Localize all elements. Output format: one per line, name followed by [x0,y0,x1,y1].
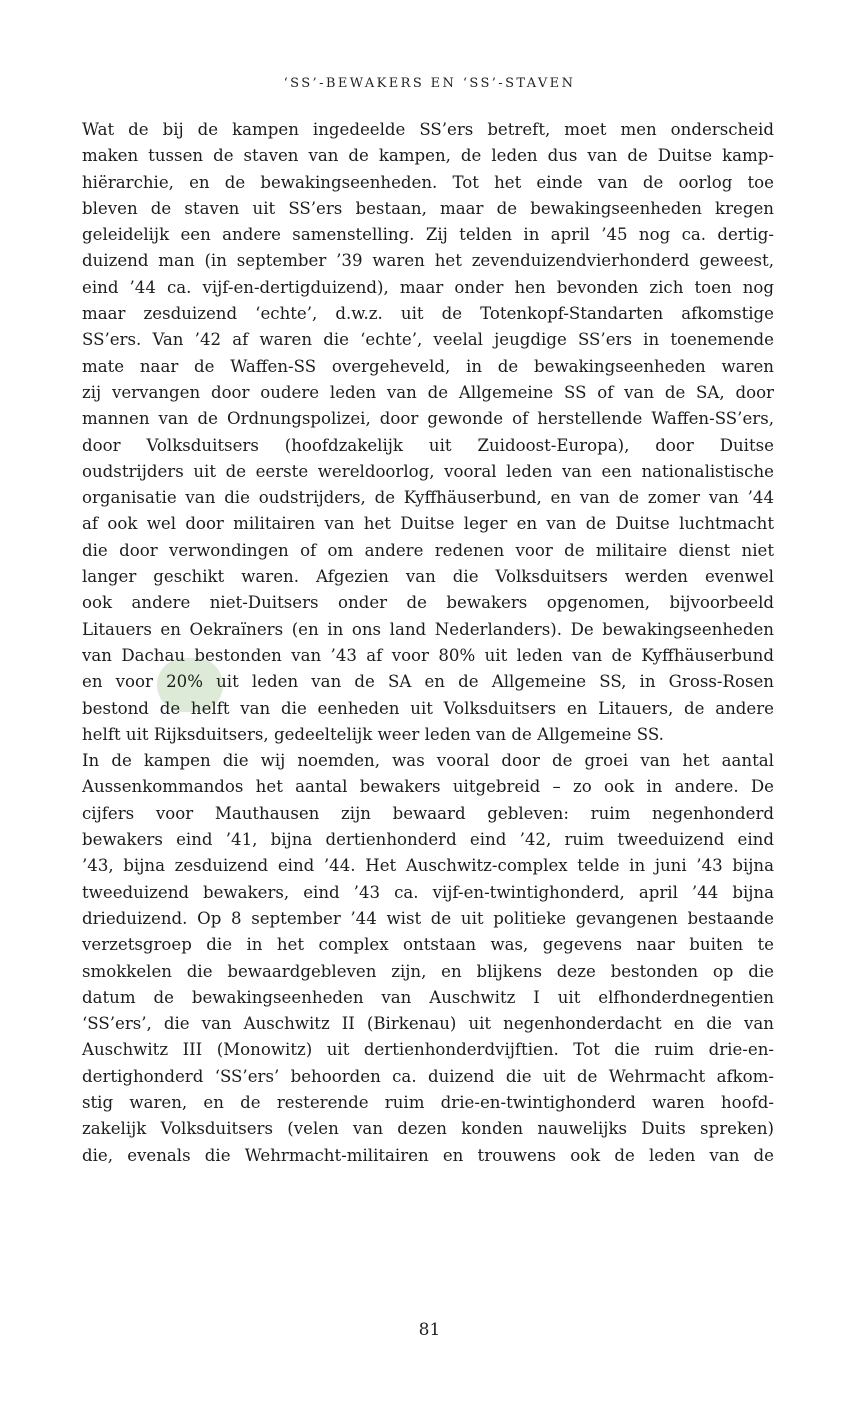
text-line: langer geschikt waren. Afgezien van die Volksduitsers werden evenwel [82,567,774,587]
text-line: ook andere niet-Duitsers onder de bewakers opgenomen, bijvoorbeeld [82,593,774,613]
text-line: tweeduizend bewakers, eind ’43 ca. vijf-en-twintighonderd, april ’44 bijna [82,882,774,902]
text-line: Wat de bij de kampen ingedeelde SS’ers betreft, moet men onderscheid [82,120,774,139]
page-number: 81 [418,1320,441,1340]
running-header: ‘SS’-BEWAKERS EN ‘SS’-STAVEN [283,76,576,91]
text-line: zakelijk Volksduitsers (velen van dezen konden nauwelijks Duits spreken) [82,1119,774,1139]
text-line: Auschwitz III (Monowitz) uit dertienhonderdvijftien. Tot die ruim drie-en- [82,1040,774,1060]
text-line: duizend man (in september ’39 waren het zevenduizendvierhonderd geweest, [82,251,774,271]
text-line: ‘SS’ers’, die van Auschwitz II (Birkenau) uit negenhonderdacht en die van [82,1014,774,1034]
text-line: oudstrijders uit de eerste wereldoorlog, vooral leden van een nationalistische [82,461,774,481]
text-line: af ook wel door militairen van het Duitse leger en van de Duitse luchtmacht [82,514,774,534]
text-line: mannen van de Ordnungspolizei, door gewonde of herstellende Waffen-SS’ers, [82,409,774,429]
text-line: organisatie van die oudstrijders, de Kyffhäuserbund, en van de zomer van ’44 [82,488,774,508]
text-line: Litauers en Oekraïners (en in ons land Nederlanders). De bewakingseenheden [82,619,774,639]
text-line: die door verwondingen of om andere redenen voor de militaire dienst niet [82,540,774,560]
text-line: door Volksduitsers (hoofdzakelijk uit Zuidoost-Europa), door Duitse [82,435,774,455]
text-line: drieduizend. Op 8 september ’44 wist de uit politieke gevangenen bestaande [82,908,774,928]
text-line: zij vervangen door oudere leden van de Allgemeine SS of van de SA, door [82,382,774,402]
text-line: bleven de staven uit SS’ers bestaan, maar de bewakingseenheden kregen [82,198,774,218]
text-line: maar zesduizend ‘echte’, d.w.z. uit de Totenkopf-Standarten afkomstige [82,304,774,324]
text-line: geleidelijk een andere samenstelling. Zij telden in april ’45 nog ca. dertig- [82,225,774,245]
text-line: maken tussen de staven van de kampen, de leden dus van de Duitse kamp- [82,146,774,166]
body-text [82,117,774,1169]
text-line: bestond de helft van die eenheden uit Volksduitsers en Litauers, de andere [82,698,774,718]
text-line: In de kampen die wij noemden, was vooral door de groei van het aantal [82,751,774,771]
text-line: Aussenkommandos het aantal bewakers uitgebreid – zo ook in andere. De [82,777,774,797]
text-line: eind ’44 ca. vijf-en-dertigduizend), maar onder hen bevonden zich toen nog [82,277,774,297]
text-line: cijfers voor Mauthausen zijn bewaard gebleven: ruim negenhonderd [82,803,774,823]
text-line: helft uit Rijksduitsers, gedeeltelijk weer leden van de Allgemeine SS. [82,724,664,744]
text-line: ’43, bijna zesduizend eind ’44. Het Auschwitz-complex telde in juni ’43 bijna [82,856,774,876]
text-line: dertighonderd ‘SS’ers’ behoorden ca. duizend die uit de Wehrmacht afkom- [82,1066,774,1086]
text-line: datum de bewakingseenheden van Auschwitz I uit elfhonderdnegentien [82,987,774,1007]
text-line: SS’ers. Van ’42 af waren die ‘echte’, veelal jeugdige SS’ers in toenemende [82,330,774,350]
text-line: die, evenals die Wehrmacht-militairen en trouwens ook de leden van de [82,1145,774,1165]
text-line: mate naar de Waffen-SS overgeheveld, in de bewakingseenheden waren [82,356,774,376]
text-line: smokkelen die bewaardgebleven zijn, en blijkens deze bestonden op die [82,961,774,981]
text-line: en voor 20% uit leden van de SA en de Allgemeine SS, in Gross-Rosen [82,672,774,692]
text-line: hiërarchie, en de bewakingseenheden. Tot het einde van de oorlog toe [82,172,774,192]
text-line: stig waren, en de resterende ruim drie-en-twintighonderd waren hoofd- [82,1092,774,1112]
text-line: van Dachau bestonden van ’43 af voor 80% uit leden van de Kyffhäuserbund [82,645,774,665]
text-line: bewakers eind ’41, bijna dertienhonderd eind ’42, ruim tweeduizend eind [82,830,774,850]
text-line: verzetsgroep die in het complex ontstaan was, gegevens naar buiten te [82,935,774,955]
